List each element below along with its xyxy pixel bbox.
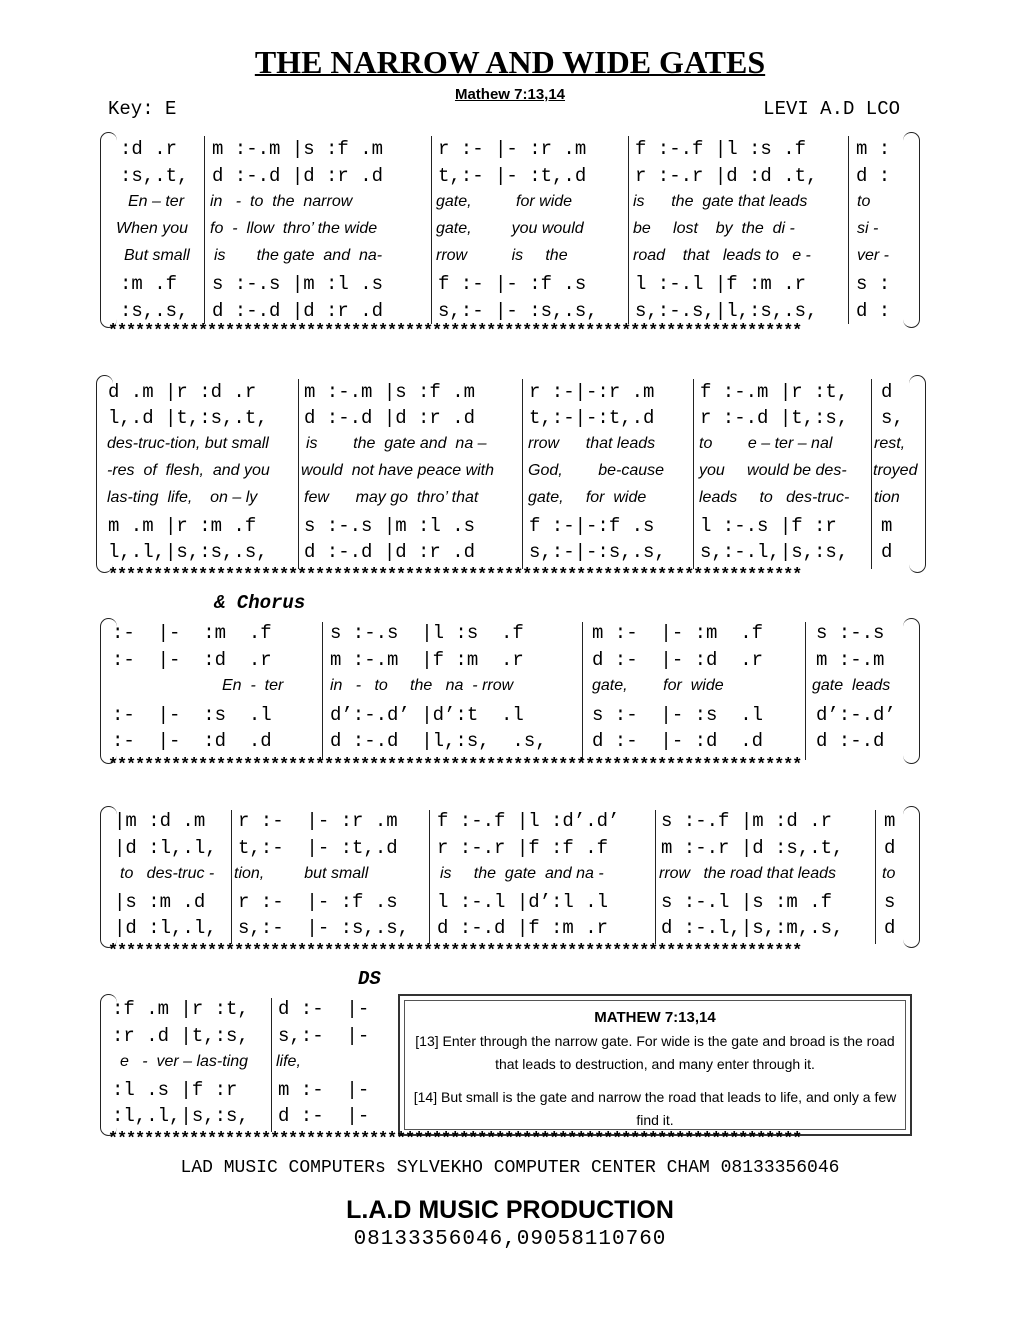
chorus-label: & Chorus xyxy=(214,592,306,614)
footer-production: L.A.D MUSIC PRODUCTION xyxy=(346,1196,674,1224)
tenor-cell: m :- |- xyxy=(278,1079,370,1101)
bass-cell: d xyxy=(884,917,896,939)
right-brace xyxy=(903,618,920,764)
lyric-verse3: leads to des-truc- xyxy=(699,489,850,506)
lyric-verse2: When you xyxy=(116,220,189,237)
system-1 xyxy=(100,132,920,328)
alto-cell: m :-.r |d :s,.t, xyxy=(661,837,844,859)
tenor-cell: d’:-.d’ |d’:t .l xyxy=(330,704,524,726)
alto-cell: :r .d |t,:s, xyxy=(112,1025,249,1047)
bar-line xyxy=(322,622,323,760)
bar-line xyxy=(871,379,872,569)
system-3 xyxy=(100,618,920,764)
lyric-verse1: e - ver – las-ting xyxy=(120,1053,249,1070)
scripture-reference: Mathew 7:13,14 xyxy=(454,86,566,103)
bar-line xyxy=(231,810,232,944)
lyric-verse1: rrow the road that leads xyxy=(659,865,836,882)
bass-cell: d :-.d |l,:s, .s, xyxy=(330,730,547,752)
tenor-cell: f :-|-:f .s xyxy=(529,515,655,537)
bar-line xyxy=(628,136,629,324)
tenor-cell: :m .f xyxy=(120,273,178,295)
alto-cell: s, xyxy=(881,407,904,429)
soprano-cell: d :- |- xyxy=(278,998,370,1020)
lyric-verse1: to des-truc - xyxy=(120,865,215,882)
soprano-cell: m xyxy=(884,810,896,832)
alto-cell: s,:- |- xyxy=(278,1025,370,1047)
alto-cell: t,:- |- :t,.d xyxy=(238,837,398,859)
system-4 xyxy=(100,806,920,948)
bar-line xyxy=(805,622,806,760)
soprano-cell: m :- |- :m .f xyxy=(592,622,764,644)
composer: LEVI A.D LCO xyxy=(763,98,900,120)
verse-14: [14] But small is the gate and narrow the road that leads to life, and only a few find it. xyxy=(413,1089,897,1128)
bass-cell: :- |- :d .d xyxy=(112,730,272,752)
soprano-cell: f :-.f |l :d’.d’ xyxy=(437,810,620,832)
lyric-verse2: be lost by the di - xyxy=(633,220,795,237)
key-signature: Key: E xyxy=(108,98,177,120)
bar-line xyxy=(522,379,523,569)
tenor-cell: s : xyxy=(856,273,891,295)
lyric-verse2: troyed xyxy=(873,462,918,479)
footer-phone: 08133356046,09058110760 xyxy=(353,1228,667,1251)
tenor-cell: :l .s |f :r xyxy=(112,1079,238,1101)
ds-label: DS xyxy=(358,968,381,990)
lyric-verse1: En - ter xyxy=(222,677,284,694)
lyric-verse1: to xyxy=(882,865,896,882)
alto-cell: :- |- :d .r xyxy=(112,649,272,671)
lyric-verse3: road that leads to e - xyxy=(633,247,811,264)
lyric-verse2: fo - llow thro’ the wide xyxy=(210,220,378,237)
lyric-verse1: is the gate that leads xyxy=(633,193,808,210)
bass-cell: d :-.d xyxy=(816,730,885,752)
scripture-box-inner xyxy=(404,1000,906,1130)
tenor-cell: |s :m .d xyxy=(114,891,206,913)
scripture-box xyxy=(398,994,912,1136)
verse-13: [13] Enter through the narrow gate. For wide is the gate and broad is the road that leads to destruction, and many enter through it. xyxy=(415,1033,895,1072)
tenor-cell: :- |- :s .l xyxy=(112,704,272,726)
lyric-verse2: God, be-cause xyxy=(528,462,665,479)
bass-cell: d :- |- xyxy=(278,1105,370,1127)
lyric-verse1: is the gate and na – xyxy=(306,435,487,452)
lyric-verse1: gate leads xyxy=(812,677,891,694)
bass-cell: d :-.d |d :r .d xyxy=(304,541,476,563)
lyric-verse3: But small xyxy=(124,247,190,264)
soprano-cell: f :-.m |r :t, xyxy=(700,381,849,403)
bar-line xyxy=(431,136,432,324)
bar-line xyxy=(693,379,694,569)
alto-cell: r :-.r |d :d .t, xyxy=(635,165,818,187)
lyric-verse1: in - to the na - rrow xyxy=(330,677,514,694)
tenor-cell: m xyxy=(881,515,893,537)
alto-cell: t,:-|-:t,.d xyxy=(529,407,655,429)
lyric-verse3: las-ting life, on – ly xyxy=(107,489,258,506)
tenor-cell: l :-.s |f :r xyxy=(700,515,837,537)
bar-line xyxy=(582,622,583,760)
lyric-verse1: life, xyxy=(276,1053,301,1070)
system-5 xyxy=(100,994,396,1136)
soprano-cell: s :-.s |l :s .f xyxy=(330,622,524,644)
bass-cell: d :-.d |f :m .r xyxy=(437,917,609,939)
lyric-verse2: gate, you would xyxy=(436,220,584,237)
soprano-cell: r :- |- :r .m xyxy=(238,810,398,832)
lyric-verse2: would not have peace with xyxy=(301,462,495,479)
star-separator: ***************************************************************************** xyxy=(108,566,802,585)
tenor-cell: s :-.s |m :l .s xyxy=(304,515,476,537)
soprano-cell: m :-.m |s :f .m xyxy=(212,138,384,160)
lyric-verse1: to e – ter – nal xyxy=(699,435,833,452)
alto-cell: d :-.d |d :r .d xyxy=(212,165,384,187)
bar-line xyxy=(204,136,205,324)
tenor-cell: d’:-.d’ xyxy=(816,704,896,726)
bar-line xyxy=(429,810,430,944)
lyric-verse1: gate, for wide xyxy=(436,193,573,210)
bass-cell: d :-.d |d :r .d xyxy=(212,300,384,322)
alto-cell: r :-.d |t,:s, xyxy=(700,407,849,429)
page-title: THE NARROW AND WIDE GATES xyxy=(254,44,766,80)
alto-cell: d : xyxy=(856,165,891,187)
scripture-heading: MATHEW 7:13,14 xyxy=(594,1009,716,1026)
tenor-cell: l :-.l |d’:l .l xyxy=(437,891,609,913)
soprano-cell: :d .r xyxy=(120,138,178,160)
alto-cell: d :- |- :d .r xyxy=(592,649,764,671)
lyric-verse2: you would be des- xyxy=(699,462,847,479)
bass-cell: |d :l,.l, xyxy=(114,917,217,939)
soprano-cell: |m :d .m xyxy=(114,810,206,832)
bass-cell: :s,.s, xyxy=(120,300,189,322)
lyric-verse3: tion xyxy=(874,489,900,506)
lyric-verse2: -res of flesh, and you xyxy=(107,462,270,479)
lyric-verse1: des-truc-tion, but small xyxy=(107,435,269,452)
tenor-cell: l :-.l |f :m .r xyxy=(635,273,807,295)
bass-cell: d : xyxy=(856,300,891,322)
bass-cell: s,:-.s,|l,:s,.s, xyxy=(635,300,818,322)
alto-cell: l,.d |t,:s,.t, xyxy=(108,407,268,429)
lyric-verse1: tion, but small xyxy=(234,865,369,882)
soprano-cell: d xyxy=(881,381,893,403)
soprano-cell: :- |- :m .f xyxy=(112,622,272,644)
right-brace xyxy=(903,806,920,948)
alto-cell: |d :l,.l, xyxy=(114,837,217,859)
tenor-cell: s :- |- :s .l xyxy=(592,704,764,726)
tenor-cell: r :- |- :f .s xyxy=(238,891,398,913)
tenor-cell: m .m |r :m .f xyxy=(108,515,257,537)
soprano-cell: :f .m |r :t, xyxy=(112,998,249,1020)
soprano-cell: m :-.m |s :f .m xyxy=(304,381,476,403)
footer-credit: LAD MUSIC COMPUTERs SYLVEKHO COMPUTER CENTER CHAM 08133356046 xyxy=(180,1158,840,1178)
lyric-verse3: ver - xyxy=(857,247,889,264)
bass-cell: d :-.l,|s,:m,.s, xyxy=(661,917,844,939)
lyric-verse1: in - to the narrow xyxy=(210,193,353,210)
lyric-verse3: few may go thro’ that xyxy=(304,489,479,506)
lyric-verse1: gate, for wide xyxy=(592,677,724,694)
tenor-cell: s xyxy=(884,891,896,913)
bar-line xyxy=(655,810,656,944)
soprano-cell: r :- |- :r .m xyxy=(438,138,587,160)
bar-line xyxy=(848,136,849,324)
bass-cell: l,.l,|s,:s,.s, xyxy=(108,541,268,563)
bar-line xyxy=(271,998,272,1132)
lyric-verse1: rest, xyxy=(874,435,906,452)
alto-cell: d :-.d |d :r .d xyxy=(304,407,476,429)
tenor-cell: f :- |- :f .s xyxy=(438,273,587,295)
bass-cell: d :- |- :d .d xyxy=(592,730,764,752)
bass-cell: s,:-|-:s,.s, xyxy=(529,541,666,563)
lyric-verse1: is the gate and na - xyxy=(440,865,604,882)
tenor-cell: s :-.s |m :l .s xyxy=(212,273,384,295)
right-brace xyxy=(903,132,920,328)
left-brace xyxy=(100,132,117,328)
lyric-verse1: rrow that leads xyxy=(528,435,656,452)
soprano-cell: d .m |r :d .r xyxy=(108,381,257,403)
soprano-cell: s :-.f |m :d .r xyxy=(661,810,833,832)
lyric-verse3: is the gate and na- xyxy=(214,247,383,264)
tenor-cell: s :-.l |s :m .f xyxy=(661,891,833,913)
alto-cell: t,:- |- :t,.d xyxy=(438,165,587,187)
bass-cell: s,:-.l,|s,:s, xyxy=(700,541,849,563)
lyric-verse2: si - xyxy=(857,220,879,237)
bar-line xyxy=(875,810,876,944)
system-2 xyxy=(96,375,926,573)
star-separator: ***************************************************************************** xyxy=(108,322,802,341)
lyric-verse1: to xyxy=(857,193,871,210)
bass-cell: s,:- |- :s,.s, xyxy=(438,300,598,322)
bar-line xyxy=(298,379,299,569)
soprano-cell: m : xyxy=(856,138,891,160)
lyric-verse1: En – ter xyxy=(128,193,185,210)
alto-cell: :s,.t, xyxy=(120,165,189,187)
bass-cell: d xyxy=(881,541,893,563)
bass-cell: s,:- |- :s,.s, xyxy=(238,917,410,939)
alto-cell: m :-.m xyxy=(816,649,885,671)
lyric-verse3: rrow is the xyxy=(436,247,568,264)
star-separator: ***************************************************************************** xyxy=(108,942,802,961)
bass-cell: :l,.l,|s,:s, xyxy=(112,1105,249,1127)
soprano-cell: s :-.s xyxy=(816,622,885,644)
alto-cell: m :-.m |f :m .r xyxy=(330,649,524,671)
alto-cell: r :-.r |f :f .f xyxy=(437,837,609,859)
soprano-cell: f :-.f |l :s .f xyxy=(635,138,807,160)
soprano-cell: r :-|-:r .m xyxy=(529,381,655,403)
alto-cell: d xyxy=(884,837,896,859)
star-separator: ***************************************************************************** xyxy=(108,756,802,775)
lyric-verse3: gate, for wide xyxy=(528,489,647,506)
star-separator: ***************************************************************************** xyxy=(108,1130,802,1149)
